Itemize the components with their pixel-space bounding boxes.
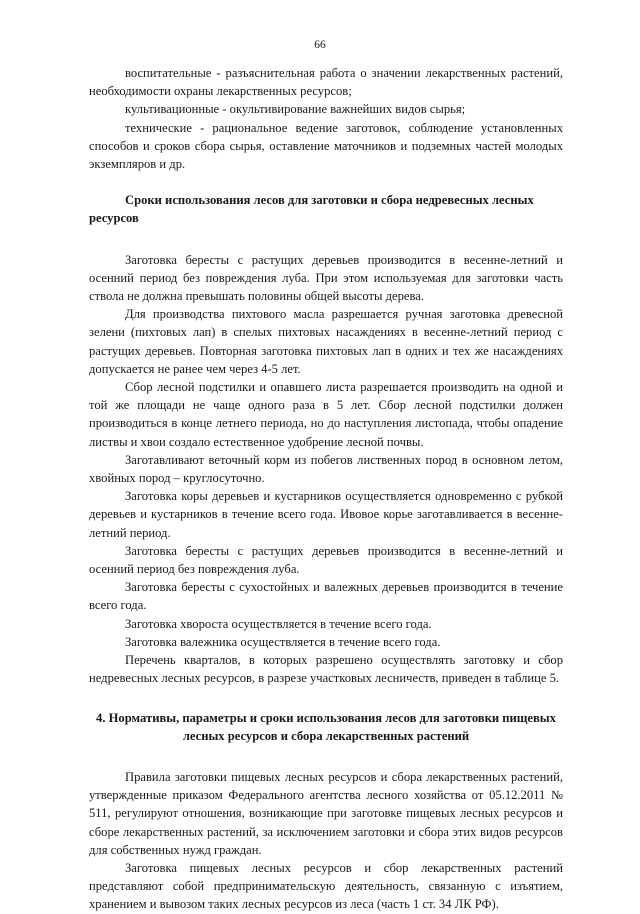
paragraph: Для производства пихтового масла разрешается ручная заготовка древесной зелени (пихтовых лап) в спелых пихтовых насаждениях в весенне-летний период с растущих деревьев. Повторная заготовка пихтовых лап в одних и тех же насаждениях допускается не ранее чем через 4-5 лет. <box>89 307 563 376</box>
paragraph: Заготовка бересты с растущих деревьев производится в весенне-летний и осенний период без повреждения луба. <box>89 543 563 577</box>
paragraph: Заготовка хвороста осуществляется в течение всего года. <box>125 616 432 631</box>
page-number: 66 <box>314 39 326 51</box>
paragraph: Заготовка бересты с сухостойных и валежных деревьев производится в течение всего года. <box>89 580 563 613</box>
paragraph: технические - рациональное ведение заготовок, соблюдение установленных способов и сроков сбора сырья, оставление маточников и подземных частей молодых экземпляров и др. <box>89 120 563 172</box>
paragraph: Заготовка валежника осуществляется в течение всего года. <box>125 634 441 649</box>
page-body <box>89 64 563 914</box>
paragraph: Сбор лесной подстилки и опавшего листа разрешается производить на одной и той же площади не чаще одного раза в 5 лет. Сбор лесной подстилки должен производиться в конце летнего периода, но до наступления листопада, чтобы опадение листвы и хвои создало естественное удобрение лесной почвы. <box>89 380 563 449</box>
paragraph: культивационные - окультивирование важнейших видов сырья; <box>125 102 466 117</box>
paragraph: Заготавливают веточный корм из побегов лиственных пород в основном летом, хвойных пород – круглосуточно. <box>89 452 563 486</box>
paragraph: Перечень кварталов, в которых разрешено осуществлять заготовку и сбор недревесных лесных ресурсов, в разрезе участковых лесничеств, приведен в таблице 5. <box>89 653 563 686</box>
paragraph: Правила заготовки пищевых лесных ресурсов и сбора лекарственных растений, утвержденные приказом Федерального агентства лесного хозяйства от 05.12.2011 № 511, регулируют отношения, возникающие при заготовке пищевых лесных ресурсов и сборе лекарственных растений, за исключением заготовки и сбора этих видов ресурсов для собственных нужд граждан. <box>89 769 563 857</box>
paragraph: Заготовка пищевых лесных ресурсов и сбор лекарственных растений представляют собой предпринимательскую деятельность, связанную с изъятием, хранением и вывозом таких лесных ресурсов из леса (часть 1 ст. 34 ЛК РФ). <box>89 860 563 912</box>
paragraph: воспитательные - разъяснительная работа о значении лекарственных растений, необходимости охраны лекарственных ресурсов; <box>89 66 563 99</box>
paragraph: Заготовка коры деревьев и кустарников осуществляется одновременно с рубкой деревьев и кустарников в течение всего года. Ивовое корье заготавливается в весенне-летний период. <box>89 489 563 540</box>
section-heading: Сроки использования лесов для заготовки и сбора недревесных лесных ресурсов <box>89 193 534 226</box>
section-heading: 4. Нормативы, параметры и сроки использования лесов для заготовки пищевых лесных ресурсов и сбора лекарственных растений <box>96 710 556 743</box>
paragraph: Заготовка бересты с растущих деревьев производится в весенне-летний и осенний период без повреждения луба. При этом используемая для заготовки часть ствола не должна превышать половины общей высоты дерева. <box>89 252 563 304</box>
